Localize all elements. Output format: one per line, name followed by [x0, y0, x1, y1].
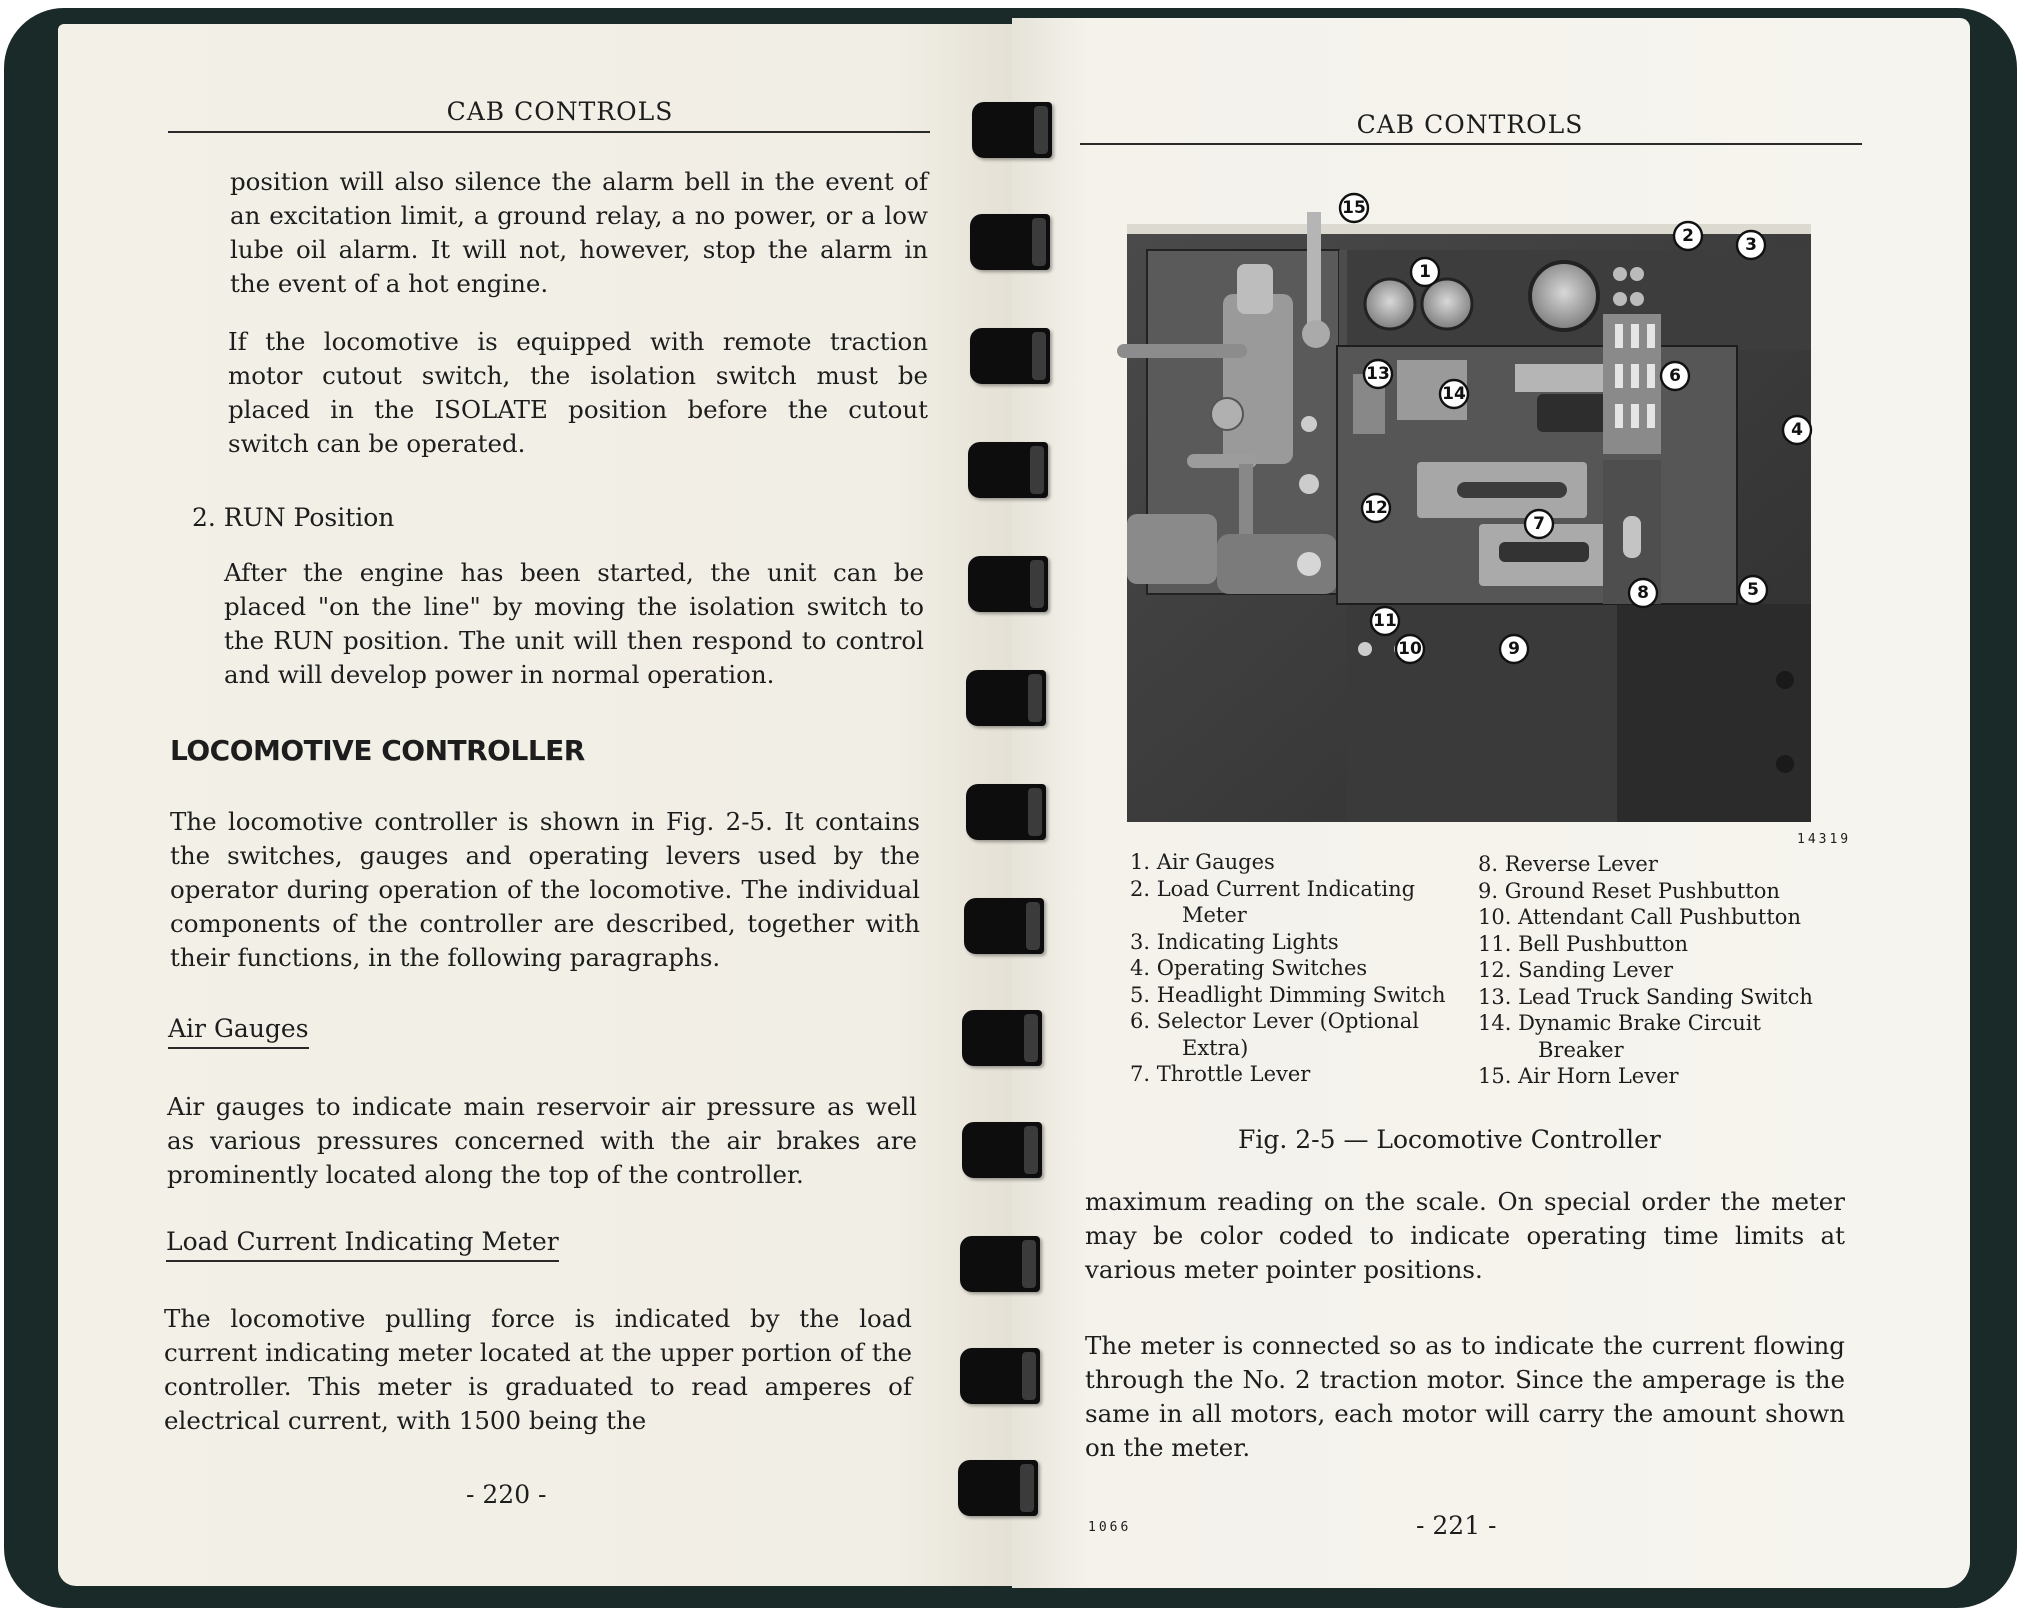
legend-item-6-cont: Extra) — [1182, 1035, 1249, 1060]
right-page-header: CAB CONTROLS — [1356, 110, 1584, 139]
callout-12 — [1362, 494, 1390, 522]
photo-number: 14319 — [1797, 832, 1852, 847]
legend-item-8: 8. Reverse Lever — [1478, 852, 1658, 876]
left-paragraph-1: position will also silence the alarm bell in the event of an excitation limit, a ground relay, a no power, or a low lube oil alarm. It will not, however, stop the alarm in the event of a hot engine. — [230, 167, 928, 298]
left-paragraph-5: Air gauges to indicate main reservoir air pressure as well as various pressures concerned with the air brakes are prominently located along the top of the controller. — [167, 1092, 917, 1189]
callout-11 — [1371, 607, 1399, 635]
spiral-ring-12 — [960, 1348, 1040, 1404]
spiral-ring-9 — [962, 1010, 1042, 1066]
spiral-ring-8 — [964, 898, 1044, 954]
legend-item-1: 1. Air Gauges — [1130, 850, 1275, 874]
left-header-rule — [168, 131, 930, 133]
callout-3 — [1737, 231, 1765, 259]
callout-6 — [1661, 362, 1689, 390]
callout-10 — [1396, 635, 1424, 663]
svg-text:15: 15 — [1342, 198, 1366, 218]
locomotive-controller-photo — [1127, 198, 1811, 822]
left-page-header: CAB CONTROLS — [446, 97, 674, 126]
svg-text:14: 14 — [1442, 384, 1466, 404]
svg-text:4: 4 — [1791, 420, 1803, 440]
legend-item-5: 5. Headlight Dimming Switch — [1130, 982, 1446, 1007]
svg-text:11: 11 — [1373, 611, 1397, 631]
callout-8 — [1629, 579, 1657, 607]
legend-item-2-cont: Meter — [1182, 903, 1247, 927]
load-meter-heading: Load Current Indicating Meter — [166, 1227, 559, 1262]
air-gauges-heading: Air Gauges — [168, 1014, 309, 1049]
left-page-number: - 220 - — [466, 1480, 547, 1509]
callout-13 — [1364, 360, 1392, 388]
legend-item-14-cont: Breaker — [1538, 1037, 1624, 1062]
left-paragraph-4: The locomotive controller is shown in Fig. 2-5. It contains the switches, gauges and operating levers used by the operator during operation of the locomotive. The individual components of the controller are described, together with their functions, in the following paragraphs. — [170, 807, 920, 972]
callout-2 — [1674, 222, 1702, 250]
svg-text:8: 8 — [1637, 583, 1649, 603]
callout-14 — [1440, 380, 1468, 408]
right-page-number: - 221 - — [1416, 1511, 1497, 1540]
svg-text:5: 5 — [1747, 580, 1759, 600]
callout-15 — [1340, 194, 1368, 222]
callout-7 — [1525, 510, 1553, 538]
legend-item-9: 9. Ground Reset Pushbutton — [1478, 878, 1780, 903]
svg-text:9: 9 — [1508, 639, 1520, 659]
legend-item-13: 13. Lead Truck Sanding Switch — [1478, 984, 1813, 1009]
callout-4 — [1783, 416, 1811, 444]
svg-text:2: 2 — [1682, 226, 1694, 246]
spiral-ring-11 — [960, 1236, 1040, 1292]
right-header-rule — [1080, 143, 1862, 145]
callout-5 — [1739, 576, 1767, 604]
run-position-heading: 2. RUN Position — [192, 503, 395, 532]
callout-9 — [1500, 635, 1528, 663]
svg-text:13: 13 — [1366, 364, 1390, 384]
spiral-ring-10 — [962, 1122, 1042, 1178]
right-paragraph-2: The meter is connected so as to indicate the current flowing through the No. 2 traction motor. Since the amperage is the same in all motors, each motor will carry the amount shown on the meter. — [1085, 1331, 1845, 1462]
figure-legend-left — [1130, 849, 1445, 1088]
legend-item-7: 7. Throttle Lever — [1130, 1062, 1311, 1086]
spiral-ring-6 — [966, 670, 1046, 726]
legend-item-6: 6. Selector Lever (Optional — [1130, 1009, 1420, 1033]
print-code: 1066 — [1088, 1520, 1132, 1535]
spiral-ring-1 — [972, 102, 1052, 158]
spiral-ring-7 — [966, 784, 1046, 840]
left-paragraph-6: The locomotive pulling force is indicated by the load current indicating meter located at the upper portion of the controller. This meter is graduated to read amperes of electrical current, with 1500 being the — [164, 1304, 912, 1435]
legend-item-3: 3. Indicating Lights — [1130, 929, 1339, 954]
svg-text:3: 3 — [1745, 235, 1757, 255]
legend-item-14: 14. Dynamic Brake Circuit — [1478, 1011, 1761, 1035]
left-paragraph-2: If the locomotive is equipped with remote traction motor cutout switch, the isolation switch must be placed in the ISOLATE position before the cutout switch can be operated. — [228, 327, 928, 458]
svg-text:1: 1 — [1419, 262, 1431, 282]
legend-item-11: 11. Bell Pushbutton — [1478, 931, 1689, 956]
svg-text:12: 12 — [1364, 498, 1388, 518]
section-title: LOCOMOTIVE CONTROLLER — [170, 734, 585, 767]
figure-caption: Fig. 2-5 — Locomotive Controller — [1238, 1125, 1661, 1154]
spiral-ring-5 — [968, 556, 1048, 612]
legend-item-4: 4. Operating Switches — [1130, 956, 1368, 980]
legend-item-10: 10. Attendant Call Pushbutton — [1478, 905, 1801, 929]
spiral-ring-3 — [970, 328, 1050, 384]
svg-text:6: 6 — [1669, 366, 1681, 386]
spiral-ring-13 — [958, 1460, 1038, 1516]
right-paragraph-1: maximum reading on the scale. On special order the meter may be color coded to indicate operating time limits at various meter pointer positions. — [1085, 1187, 1845, 1284]
legend-item-2: 2. Load Current Indicating — [1130, 876, 1416, 901]
spiral-ring-4 — [968, 442, 1048, 498]
svg-text:7: 7 — [1533, 514, 1545, 534]
figure-legend-right — [1478, 851, 1813, 1090]
legend-item-12: 12. Sanding Lever — [1478, 958, 1674, 982]
spiral-ring-2 — [970, 214, 1050, 270]
callout-1 — [1411, 258, 1439, 286]
legend-item-15: 15. Air Horn Lever — [1478, 1064, 1679, 1088]
svg-text:10: 10 — [1398, 639, 1422, 659]
left-paragraph-3: After the engine has been started, the unit can be placed "on the line" by moving the isolation switch to the RUN position. The unit will then respond to control and will develop power in normal operation. — [224, 558, 924, 689]
